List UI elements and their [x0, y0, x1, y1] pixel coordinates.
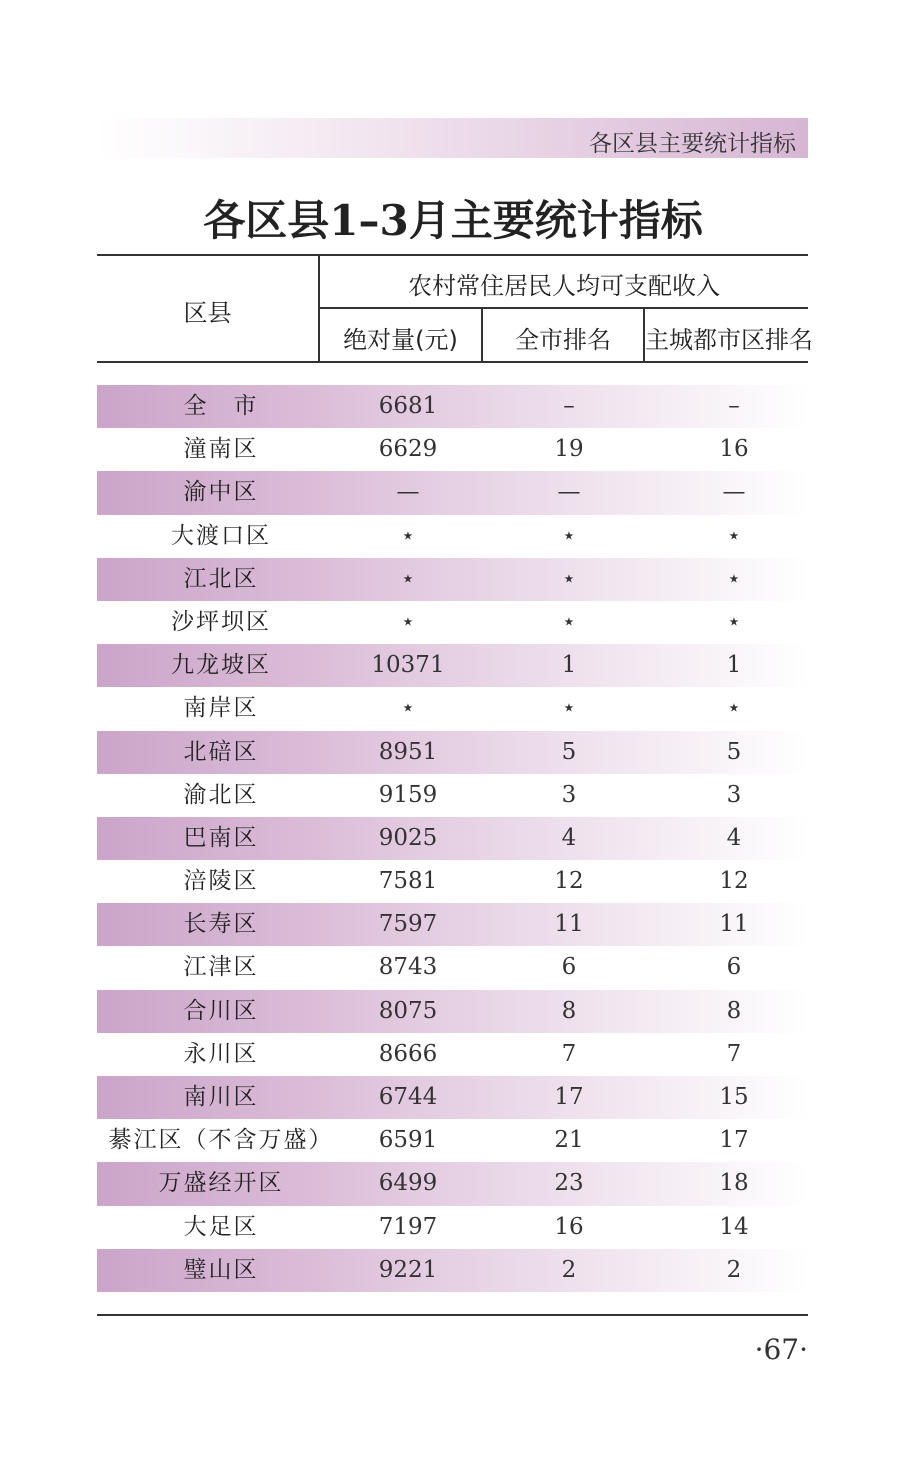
city-rank-cell: 4	[561, 824, 577, 851]
main-rank-cell: 17	[719, 1127, 749, 1154]
header-mid-rule	[318, 307, 808, 309]
region-name-cell: 大足区	[183, 1213, 259, 1240]
city-rank-cell: 21	[554, 1127, 584, 1154]
region-name-cell: 渝中区	[183, 479, 259, 506]
main-rank-cell: 14	[719, 1213, 749, 1240]
section-header-band	[97, 118, 808, 158]
table-row	[97, 1119, 808, 1162]
city-rank-cell: —	[557, 479, 581, 506]
main-rank-cell: 7	[726, 1040, 742, 1067]
main-rank-cell: –	[728, 393, 740, 419]
city-rank-cell: 23	[554, 1170, 584, 1197]
main-rank-cell: 16	[719, 436, 749, 463]
absolute-value-cell: 8743	[378, 954, 438, 981]
region-name-cell: 全 市	[183, 393, 259, 419]
table-row	[97, 1206, 808, 1249]
absolute-value-cell: 7197	[378, 1213, 438, 1240]
city-rank-cell: 16	[554, 1213, 584, 1240]
main-rank-cell: 2	[726, 1256, 742, 1283]
region-name-cell: 南岸区	[183, 695, 259, 722]
main-rank-cell: 11	[719, 911, 749, 938]
table-bottom-rule	[97, 1314, 808, 1316]
region-name-cell: 潼南区	[183, 436, 259, 463]
city-rank-cell: 3	[561, 781, 577, 808]
main-rank-cell: 18	[719, 1170, 749, 1197]
absolute-value-cell: 7597	[378, 911, 438, 938]
city-rank-cell: 7	[561, 1040, 577, 1067]
city-rank-cell: 5	[561, 738, 577, 765]
city-rank-cell: 2	[561, 1256, 577, 1283]
table-row	[97, 860, 808, 903]
region-name-cell: 合川区	[183, 997, 259, 1024]
region-name-cell: 长寿区	[183, 911, 259, 938]
table-row	[97, 946, 808, 989]
absolute-value-cell: ⋆	[400, 522, 416, 549]
table-row	[97, 731, 808, 774]
table-row	[97, 1249, 808, 1292]
col-header-city-rank: 全市排名	[515, 326, 611, 354]
main-rank-cell: 5	[726, 738, 742, 765]
table-row	[97, 558, 808, 601]
city-rank-cell: ⋆	[561, 608, 577, 635]
page-number: ·67·	[754, 1333, 808, 1366]
region-name-cell: 九龙坡区	[171, 652, 271, 679]
main-rank-cell: ⋆	[726, 565, 742, 592]
table-top-rule	[97, 254, 808, 256]
absolute-value-cell: 9221	[378, 1256, 438, 1283]
col-header-main-rank: 主城都市区排名	[645, 326, 813, 354]
main-rank-cell: 4	[726, 824, 742, 851]
col-header-region: 区县	[183, 299, 232, 327]
absolute-value-cell: 6499	[378, 1170, 438, 1197]
table-row	[97, 774, 808, 817]
table-row	[97, 1076, 808, 1119]
region-name-cell: 璧山区	[183, 1256, 259, 1283]
region-name-cell: 江北区	[183, 565, 259, 592]
main-rank-cell: 15	[719, 1084, 749, 1110]
absolute-value-cell: 9025	[378, 824, 438, 851]
main-rank-cell: ⋆	[726, 608, 742, 635]
main-rank-cell: 8	[726, 997, 742, 1024]
region-name-cell: 永川区	[183, 1040, 259, 1067]
city-rank-cell: ⋆	[561, 522, 577, 549]
absolute-value-cell: 6629	[378, 436, 438, 463]
main-rank-cell: ⋆	[726, 695, 742, 722]
table-row	[97, 644, 808, 687]
city-rank-cell: 1	[561, 652, 577, 679]
table-row	[97, 515, 808, 558]
absolute-value-cell: 6744	[378, 1084, 438, 1110]
table-row	[97, 471, 808, 514]
table-body	[97, 385, 808, 1292]
city-rank-cell: 11	[554, 911, 584, 938]
region-name-cell: 綦江区（不含万盛）	[108, 1127, 334, 1154]
region-name-cell: 渝北区	[183, 781, 259, 808]
region-name-cell: 大渡口区	[171, 522, 271, 549]
absolute-value-cell: ⋆	[400, 695, 416, 722]
table-row	[97, 817, 808, 860]
col-header-absolute: 绝对量(元)	[343, 326, 458, 354]
table-row	[97, 385, 808, 428]
absolute-value-cell: 9159	[378, 781, 438, 808]
page-title: 各区县1–3月主要统计指标	[203, 196, 703, 245]
table-row	[97, 990, 808, 1033]
absolute-value-cell: ⋆	[400, 608, 416, 635]
absolute-value-cell: ⋆	[400, 565, 416, 592]
table-row	[97, 428, 808, 471]
region-name-cell: 南川区	[183, 1084, 259, 1110]
region-name-cell: 涪陵区	[183, 868, 259, 895]
city-rank-cell: 6	[561, 954, 577, 981]
city-rank-cell: 17	[554, 1084, 584, 1110]
city-rank-cell: 12	[554, 868, 584, 895]
city-rank-cell: 19	[554, 436, 584, 463]
region-name-cell: 万盛经开区	[158, 1170, 284, 1197]
absolute-value-cell: 8075	[378, 997, 438, 1024]
main-rank-cell: 12	[719, 868, 749, 895]
region-name-cell: 沙坪坝区	[171, 608, 271, 635]
city-rank-cell: ⋆	[561, 565, 577, 592]
region-name-cell: 江津区	[183, 954, 259, 981]
table-row	[97, 903, 808, 946]
absolute-value-cell: 7581	[378, 868, 438, 895]
city-rank-cell: –	[563, 393, 575, 419]
absolute-value-cell: 8951	[378, 738, 438, 765]
main-rank-cell: —	[722, 479, 746, 506]
main-rank-cell: 6	[726, 954, 742, 981]
absolute-value-cell: 6591	[378, 1127, 438, 1154]
main-rank-cell: 3	[726, 781, 742, 808]
table-row	[97, 1033, 808, 1076]
header-bottom-rule	[97, 361, 808, 363]
city-rank-cell: 8	[561, 997, 577, 1024]
absolute-value-cell: 6681	[378, 393, 438, 419]
region-name-cell: 北碚区	[183, 738, 259, 765]
absolute-value-cell: 8666	[378, 1040, 438, 1067]
absolute-value-cell: —	[396, 479, 420, 506]
table-row	[97, 1162, 808, 1205]
main-rank-cell: ⋆	[726, 522, 742, 549]
main-rank-cell: 1	[726, 652, 742, 679]
section-header-label: 各区县主要统计指标	[589, 131, 796, 157]
region-name-cell: 巴南区	[183, 824, 259, 851]
absolute-value-cell: 10371	[371, 652, 445, 679]
col-group-header-income: 农村常住居民人均可支配收入	[408, 272, 720, 300]
table-row	[97, 687, 808, 730]
city-rank-cell: ⋆	[561, 695, 577, 722]
table-row	[97, 601, 808, 644]
